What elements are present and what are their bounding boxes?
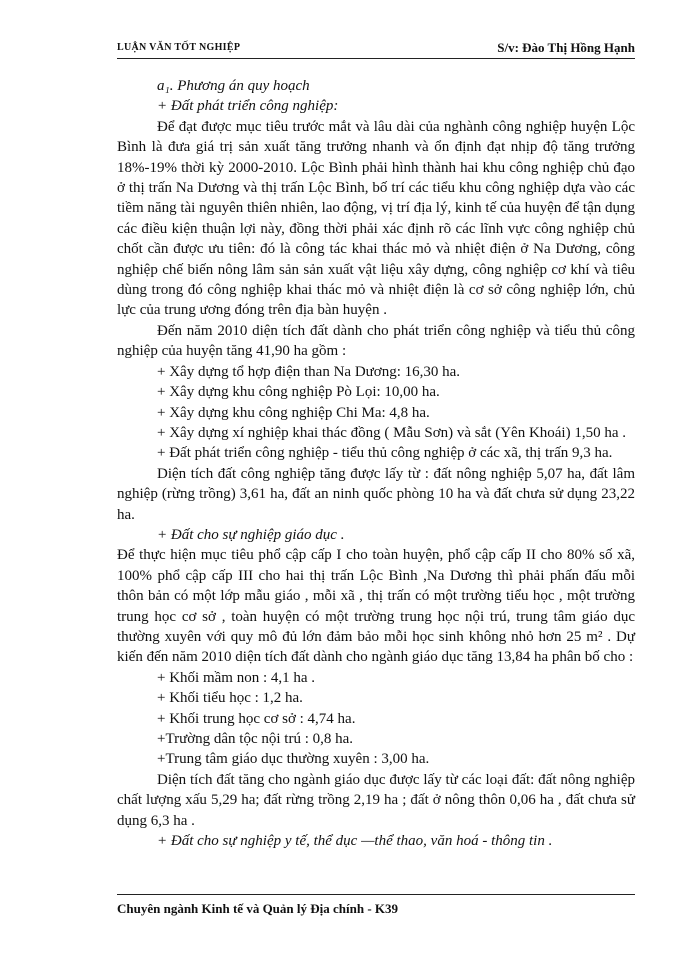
paragraph-education-goals: Để thực hiện mục tiêu phổ cập cấp I cho toàn huyện, phổ cập cấp II cho 80% số xã, 100% phổ cập cấp III cho hai thị trấn Lộc Bình ,Na Dương thì phải phấn đấu mỗi thôn bản có một lớp mẫu giáo , mỗi xã , thị trấn có một trường tiểu học , một trường trung học cơ sở , toàn huyện có một trường trung học nội trú, trung tâm giáo dục thường xuyên với quy mô đủ lớn đảm bảo mỗi học sinh không nhỏ hơn 25 m² . Dự kiến đến năm 2010 diện tích đất dành cho ngành giáo dục tăng 13,84 ha phân bố cho : [117,547,635,666]
list-item: + Xây dựng khu công nghiệp Chi Ma: 4,8 ha. [157,404,430,421]
list-item: +Trung tâm giáo dục thường xuyên : 3,00 ha. [157,751,430,768]
page-footer [117,894,635,916]
student-name: S/v: Đào Thị Hồng Hạnh [497,40,635,55]
list-item: +Trường dân tộc nội trú : 0,8 ha. [157,731,354,747]
paragraph-education-source: Diện tích đất tăng cho ngành giáo dục được lấy từ các loại đất: đất nông nghiệp chất lượng xấu 5,29 ha; đất rừng trồng 2,19 ha ; đất ở nông thôn 0,06 ha , đất chưa sử dụng 6,3 ha . [117,771,635,829]
page-body [117,76,635,851]
subheading-industrial-land: + Đất phát triển công nghiệp: [157,98,339,115]
thesis-title: LUẬN VĂN TỐT NGHIỆP [117,42,241,53]
paragraph-industry-area: Đến năm 2010 diện tích đất dành cho phát triển công nghiệp và tiểu thủ công nghiệp của huyện tăng 41,90 ha gồm : [117,322,635,360]
list-item: + Khối mầm non : 4,1 ha . [157,669,316,686]
list-item: + Xây dựng khu công nghiệp Pò Lọi: 10,00 ha. [157,384,440,401]
section-heading-a1: a₁. Phương án quy hoạch [157,78,310,94]
list-item: + Xây dựng tổ hợp điện than Na Dương: 16,30 ha. [157,363,461,380]
list-item: + Khối tiểu học : 1,2 ha. [157,690,303,707]
subheading-education-land: + Đất cho sự nghiệp giáo dục . [157,526,345,543]
list-item: + Đất phát triển công nghiệp - tiểu thủ công nghiệp ở các xã, thị trấn 9,3 ha. [157,445,613,462]
paragraph-industry-source: Diện tích đất công nghiệp tăng được lấy từ : đất nông nghiệp 5,07 ha, đất lâm nghiệp (rừng trồng) 3,61 ha, đất an ninh quốc phòng 10 ha và đất chưa sử dụng 23,22 ha. [117,465,635,523]
list-item: + Khối trung học cơ sở : 4,74 ha. [157,710,356,727]
footer-text: Chuyên ngành Kinh tế và Quản lý Địa chính - K39 [117,901,399,916]
paragraph-industry-goals: Để đạt được mục tiêu trước mắt và lâu dài của nghành công nghiệp huyện Lộc Bình là đưa giá trị sản xuất tăng trưởng nhanh và ổn định đạt nhịp độ tăng trưởng 18%-19% thời kỳ 2000-2010. Lộc Bình phải hình thành hai khu công nghiệp chủ đạo ở thị trấn Na Dương và thị trấn Lộc Bình, bố trí các tiểu khu công nghiệp dựa vào các tiềm năng tài nguyên thiên nhiên, lao động, vị trí địa lý, kinh tế của huyện để tận dụng các điều kiện thuận lợi này, đồng thời phải xác định rõ các lĩnh vực công nghiệp chủ chốt cần được ưu tiên: đó là công tác khai thác mỏ và nhiệt điện ở Na Dương, công nghiệp chế biến nông lâm sản sản xuất vật liệu xây dựng, công nghiệp cơ khí và tiêu dùng trong đó công nghiệp khai thác mỏ và nhiệt điện là cơ sở công nghiệp lớn, chủ lực của trung ương đóng trên địa bàn huyện . [117,118,635,319]
subheading-health-culture-land: + Đất cho sự nghiệp y tế, thể dục —thể thao, văn hoá - thông tin . [157,833,553,850]
page-header [117,38,635,59]
list-item: + Xây dựng xí nghiệp khai thác đồng ( Mẫu Sơn) và sắt (Yên Khoái) 1,50 ha . [157,424,627,441]
